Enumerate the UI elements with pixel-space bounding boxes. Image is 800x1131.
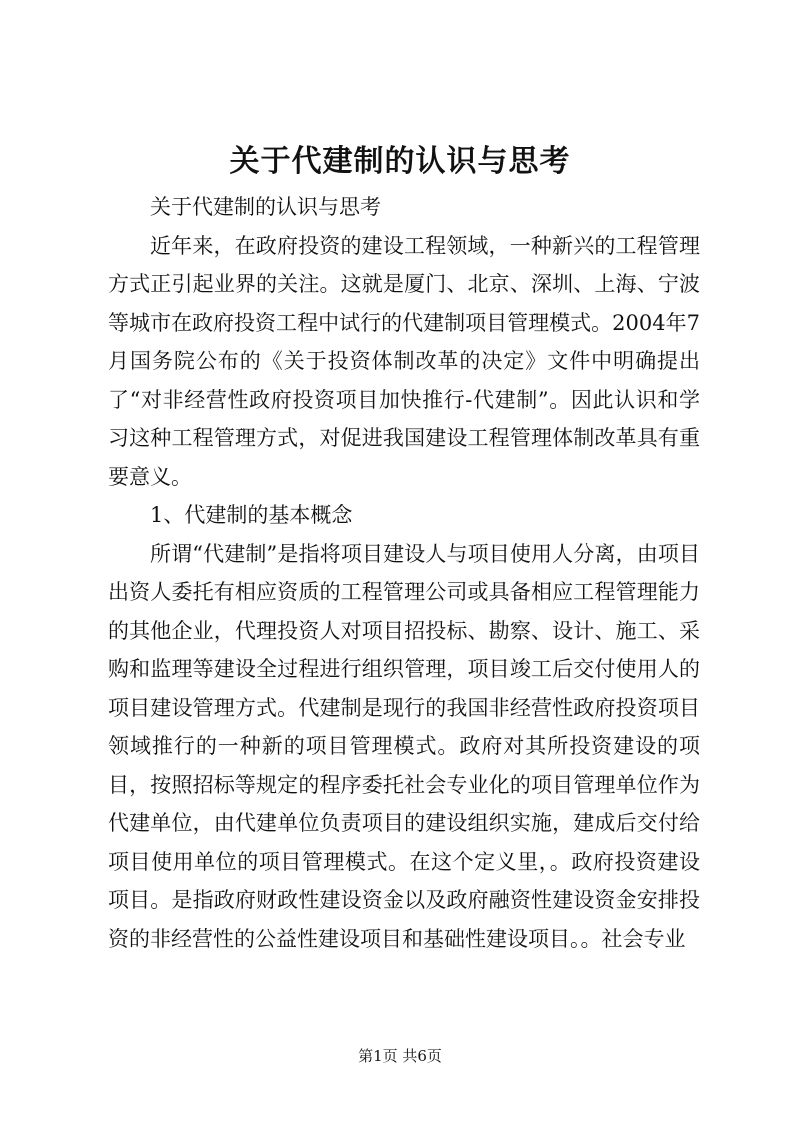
- document-title: 关于代建制的认识与思考: [229, 144, 571, 179]
- document-body: [108, 188, 700, 958]
- paragraph-definition: 所谓“代建制”是指将项目建设人与项目使用人分离，由项目出资人委托有相应资质的工程管理公司或具备相应工程管理能力的其他企业，代理投资人对项目招投标、勘察、设计、施工、采购和监理等建设全过程进行组织管理，项目竣工后交付使用人的项目建设管理方式。代建制是现行的我国非经营性政府投资项目领域推行的一种新的项目管理模式。政府对其所投资建设的项目，按照招标等规定的程序委托社会专业化的项目管理单位作为代建单位，由代建单位负责项目的建设组织实施，建成后交付给项目使用单位的项目管理模式。在这个定义里，。政府投资建设项目。是指政府财政性建设资金以及政府融资性建设资金安排投资的非经营性的公益性建设项目和基础性建设项目。。社会专业: [108, 541, 700, 951]
- paragraph-subtitle: 关于代建制的认识与思考: [150, 195, 381, 219]
- paragraph-intro: 近年来，在政府投资的建设工程领域，一种新兴的工程管理方式正引起业界的关注。这就是厦门、北京、深圳、上海、宁波等城市在政府投资工程中试行的代建制项目管理模式。2004年7月国务院公布的《关于投资体制改革的决定》文件中明确提出了“对非经营性政府投资项目加快推行-代建制”。因此认识和学习这种工程管理方式，对促进我国建设工程管理体制改革具有重要意义。: [108, 233, 700, 489]
- section-heading: 1、代建制的基本概念: [150, 503, 353, 527]
- page-footer: 第1页 共6页: [358, 1047, 442, 1065]
